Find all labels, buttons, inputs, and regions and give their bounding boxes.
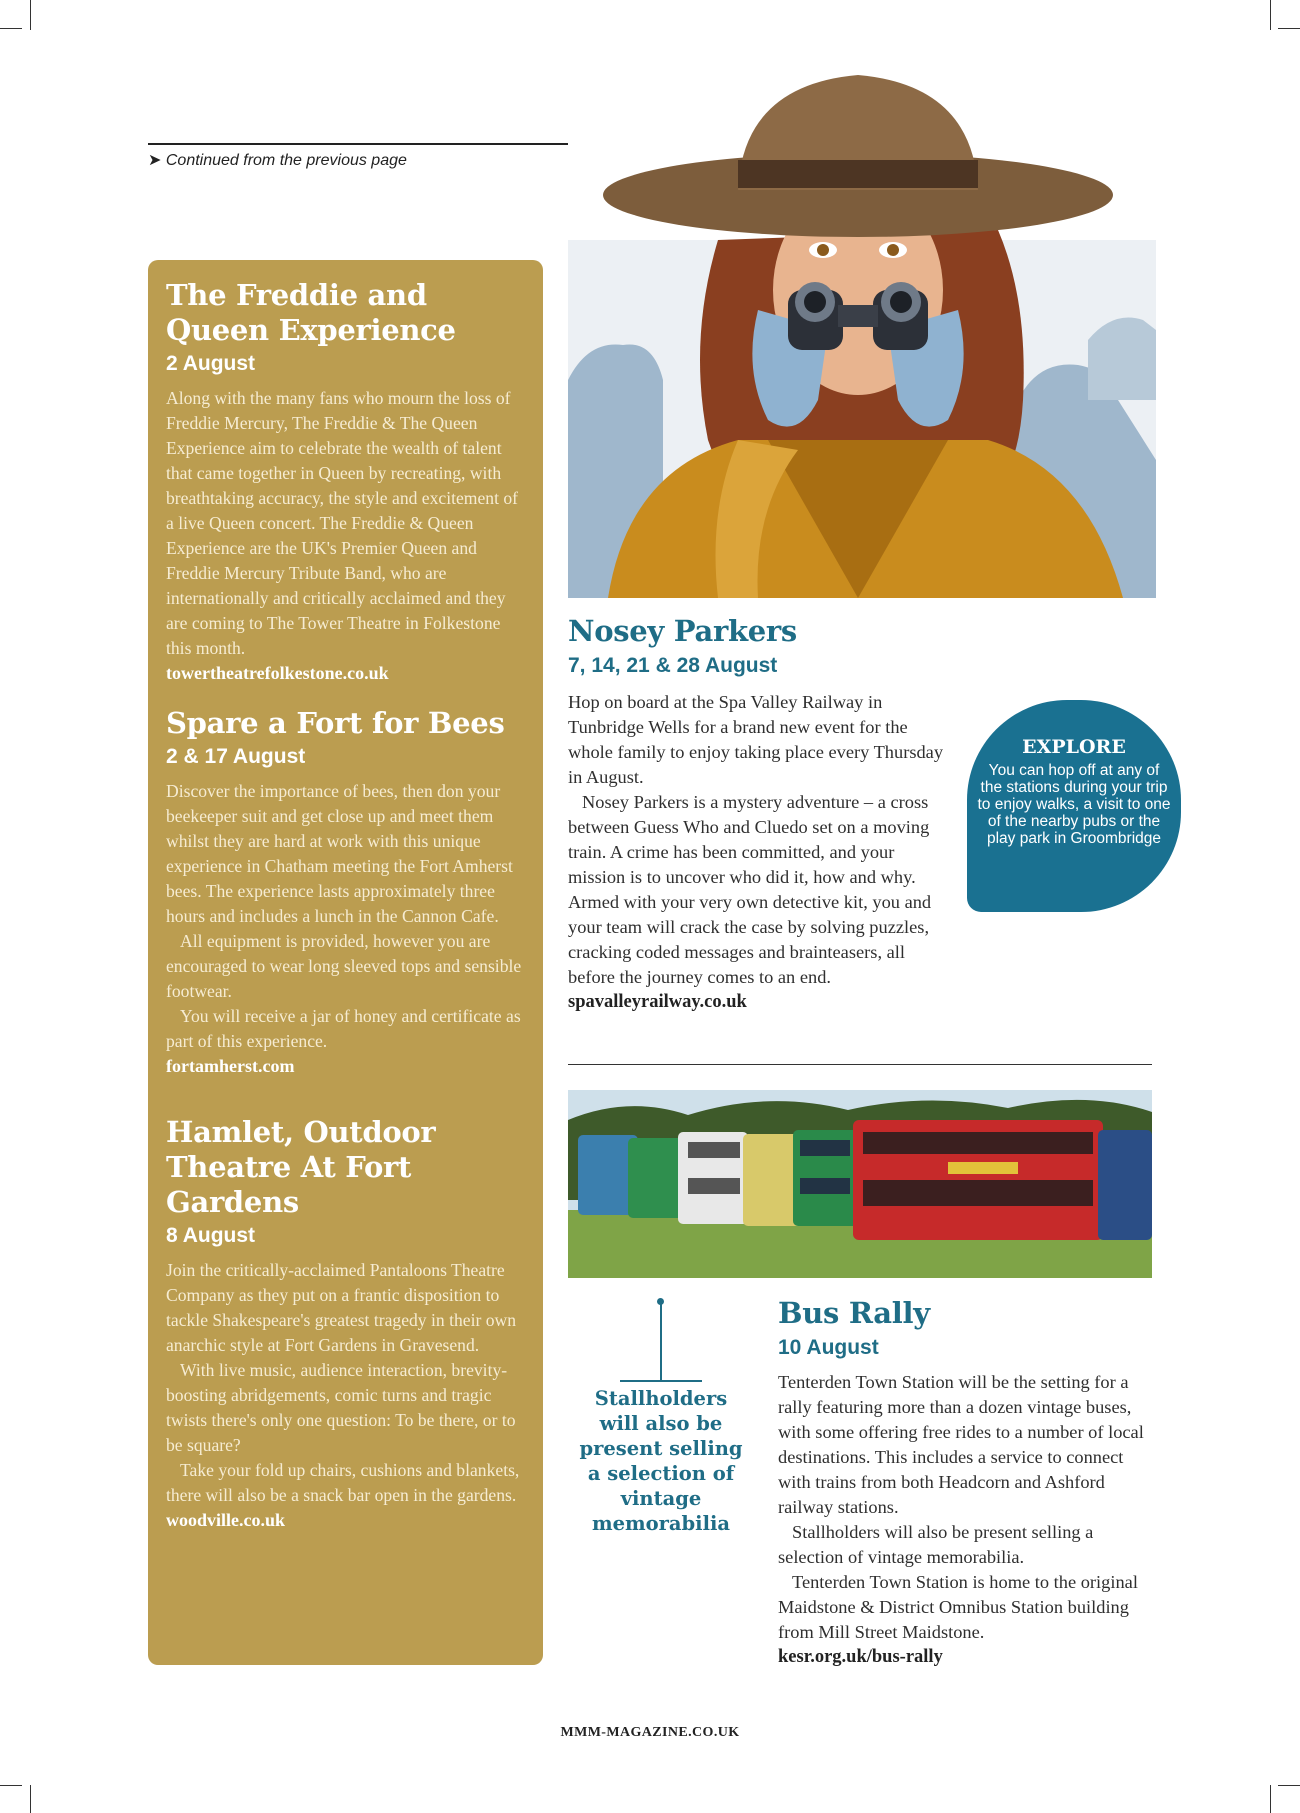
bus-title: Bus Rally <box>778 1296 930 1330</box>
hamlet-paragraph: Take your fold up chairs, cushions and blankets, there will also be a snack bar open in the gardens. <box>166 1460 520 1505</box>
crop-mark <box>30 1785 31 1813</box>
bees-paragraph: You will receive a jar of honey and certificate as part of this experience. <box>166 1006 521 1051</box>
freddie-article <box>166 278 523 686</box>
bus-date: 10 August <box>778 1336 879 1359</box>
detective-illustration <box>568 40 1156 598</box>
hamlet-paragraph: Join the critically-acclaimed Pantaloons Theatre Company as they put on a frantic disposition to tackle Shakespeare's greatest tragedy in their own anarchic style at Fort Gardens in Gravesend. <box>166 1260 517 1355</box>
nosey-paragraph: Nosey Parkers is a mystery adventure – a cross between Guess Who and Cluedo set on a moving train. A crime has been committed, and your mission is to uncover who did it, how and why. Armed with your very own detective kit, you and your team will crack the case by solving puzzles, cracking coded messages and brainteasers, all before the journey comes to an end. <box>568 792 932 987</box>
nosey-date: 7, 14, 21 & 28 August <box>568 654 778 677</box>
hamlet-article <box>166 1115 523 1533</box>
hamlet-date: 8 August <box>166 1224 256 1247</box>
pull-quote-rule <box>620 1380 702 1382</box>
bees-link[interactable]: fortamherst.com <box>166 1056 295 1076</box>
freddie-body: Along with the many fans who mourn the loss of Freddie Mercury, The Freddie & The Queen Experience aim to celebrate the wealth of talent that came together in Queen by recreating, with breathtaking accuracy, the style and excitement of a live Queen concert. The Freddie & Queen Experience are the UK's Premier Queen and Freddie Mercury Tribute Band, who are internationally and critically acclaimed and they are coming to The Tower Theatre in Folkestone this month. <box>166 388 519 658</box>
hamlet-link[interactable]: woodville.co.uk <box>166 1510 286 1530</box>
hamlet-title: Hamlet, Outdoor Theatre At Fort Gardens <box>166 1115 436 1219</box>
continued-text: Continued from the previous page <box>165 152 407 169</box>
crop-mark <box>1278 1785 1300 1786</box>
crop-mark <box>30 0 31 30</box>
freddie-title: The Freddie and Queen Experience <box>166 278 456 347</box>
crop-mark <box>1278 28 1300 29</box>
bus-link[interactable]: kesr.org.uk/bus-rally <box>778 1647 943 1667</box>
magazine-url: MMM-MAGAZINE.CO.UK <box>560 1725 740 1740</box>
crop-mark <box>1270 1785 1271 1813</box>
crop-mark <box>0 28 22 29</box>
freddie-date: 2 August <box>166 352 256 375</box>
bees-article <box>166 706 523 1079</box>
bees-paragraph: Discover the importance of bees, then don your beekeeper suit and get close up and meet them whilst they are hard at work with this unique experience in Chatham meeting the Fort Amherst bees. The experience lasts approximately three hours and includes a lunch in the Cannon Cafe. <box>166 781 513 926</box>
freddie-link[interactable]: towertheatrefolkestone.co.uk <box>166 663 389 683</box>
explore-body: You can hop off at any of the stations during your trip to enjoy walks, a visit to one of the nearby pubs or the play park in Groombridge <box>977 762 1171 847</box>
pull-quote: Stallholders will also be present selling a selection of vintage memorabilia <box>579 1387 743 1535</box>
bus-rally-article <box>778 1296 1158 1670</box>
bus-paragraph: Tenterden Town Station is home to the original Maidstone & District Omnibus Station building from Mill Street Maidstone. <box>778 1572 1138 1642</box>
pull-quote-line <box>660 1302 662 1380</box>
hamlet-paragraph: With live music, audience interaction, brevity-boosting abridgements, comic turns and tragic twists there's only one question: To be there, or to be square? <box>166 1360 516 1455</box>
nosey-link[interactable]: spavalleyrailway.co.uk <box>568 992 747 1012</box>
continued-note <box>148 150 407 170</box>
arrow-icon: ➤ <box>148 152 166 169</box>
bus-paragraph: Stallholders will also be present selling a selection of vintage memorabilia. <box>778 1522 1094 1567</box>
events-box <box>148 260 543 1665</box>
explore-callout <box>967 700 1181 912</box>
crop-mark <box>1270 0 1271 30</box>
bees-title: Spare a Fort for Bees <box>166 706 505 740</box>
bees-date: 2 & 17 August <box>166 745 306 768</box>
bees-paragraph: All equipment is provided, however you are encouraged to wear long sleeved tops and sensible footwear. <box>166 931 522 1001</box>
crop-mark <box>0 1785 22 1786</box>
nosey-title: Nosey Parkers <box>568 614 797 648</box>
nosey-parkers-article <box>568 614 948 1015</box>
section-divider <box>568 1064 1152 1065</box>
explore-heading: EXPLORE <box>1022 736 1126 758</box>
bus-rally-photo <box>568 1090 1152 1278</box>
bus-paragraph: Tenterden Town Station will be the setting for a rally featuring more than a dozen vintage buses, with some offering free rides to a number of local destinations. This includes a service to connect with trains from both Headcorn and Ashford railway stations. <box>778 1372 1144 1517</box>
nosey-paragraph: Hop on board at the Spa Valley Railway in Tunbridge Wells for a brand new event for the whole family to enjoy taking place every Thursday in August. <box>568 692 944 787</box>
